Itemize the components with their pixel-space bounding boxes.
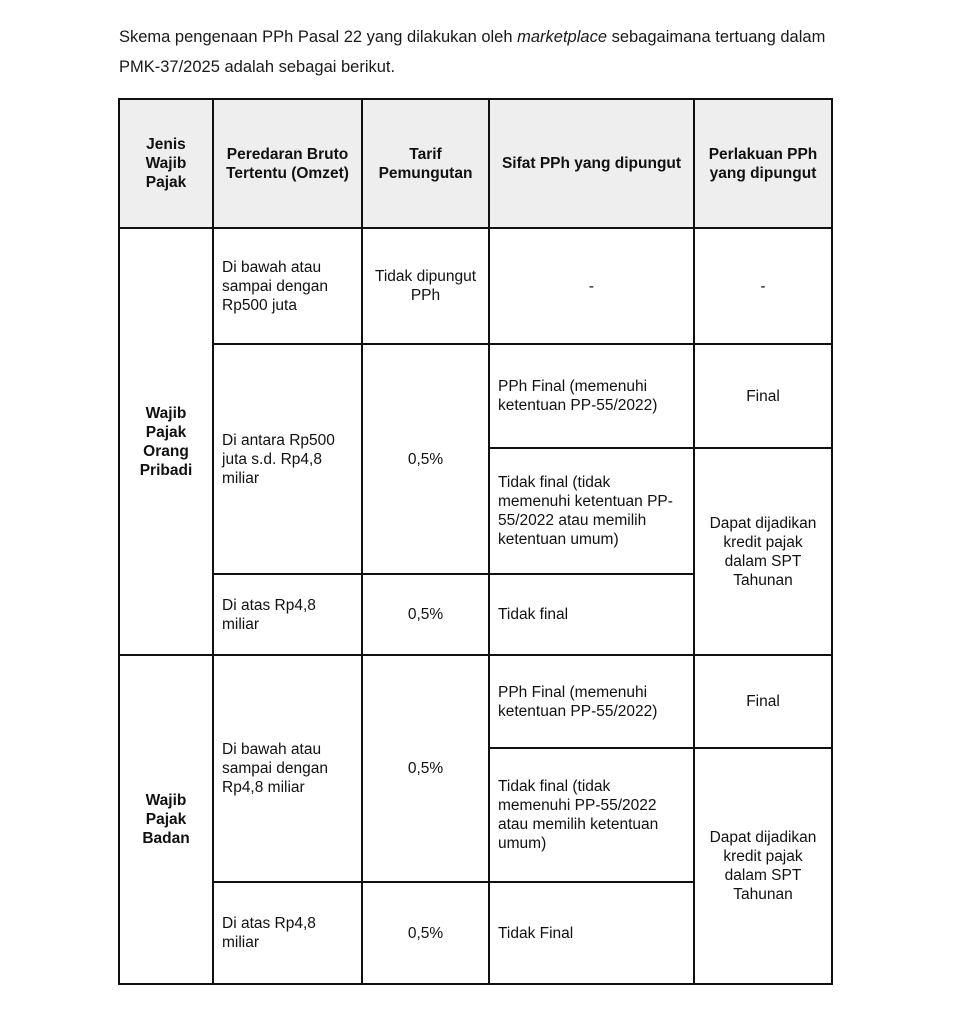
badan-r2-peredaran: Di atas Rp4,8 miliar (213, 882, 362, 984)
jenis-badan: Wajib Pajak Badan (119, 655, 213, 984)
badan-r1-peredaran: Di bawah atau sampai dengan Rp4,8 miliar (213, 655, 362, 882)
table-header-row (119, 99, 832, 228)
op-r1-perlakuan: - (694, 228, 832, 344)
intro-text-2: sebagaimana tertuang dalam PMK-37/2025 adalah sebagai berikut. (119, 28, 826, 76)
header-perlakuan: Perlakuan PPh yang dipungut (694, 99, 832, 228)
header-sifat: Sifat PPh yang dipungut (489, 99, 694, 228)
op-perlakuan-kredit: Dapat dijadikan kredit pajak dalam SPT Tahunan (694, 448, 832, 655)
jenis-orang-pribadi: Wajib Pajak Orang Pribadi (119, 228, 213, 655)
pph-scheme-table (118, 98, 833, 985)
table-row (119, 655, 832, 748)
op-r2-sifat-final: PPh Final (memenuhi ketentuan PP-55/2022) (489, 344, 694, 448)
badan-perlakuan-kredit: Dapat dijadikan kredit pajak dalam SPT Tahunan (694, 748, 832, 984)
header-peredaran: Peredaran Bruto Tertentu (Omzet) (213, 99, 362, 228)
op-r2-sifat-tidak-final: Tidak final (tidak memenuhi ketentuan PP-55/2022 atau memilih ketentuan umum) (489, 448, 694, 574)
header-jenis: Jenis Wajib Pajak (119, 99, 213, 228)
badan-r2-sifat: Tidak Final (489, 882, 694, 984)
badan-r1-perlakuan-final: Final (694, 655, 832, 748)
op-r1-tarif: Tidak dipungut PPh (362, 228, 489, 344)
op-r1-sifat: - (489, 228, 694, 344)
badan-r1-tarif: 0,5% (362, 655, 489, 882)
table-row (119, 344, 832, 448)
header-tarif: Tarif Pemungutan (362, 99, 489, 228)
badan-r2-tarif: 0,5% (362, 882, 489, 984)
cropped-previous-line (118, 0, 838, 8)
intro-italic-term: marketplace (517, 28, 607, 46)
op-r3-tarif: 0,5% (362, 574, 489, 655)
intro-paragraph (119, 22, 854, 82)
op-r2-tarif: 0,5% (362, 344, 489, 574)
op-r3-sifat: Tidak final (489, 574, 694, 655)
badan-r1-sifat-final: PPh Final (memenuhi ketentuan PP-55/2022) (489, 655, 694, 748)
op-r2-peredaran: Di antara Rp500 juta s.d. Rp4,8 miliar (213, 344, 362, 574)
badan-r1-sifat-tidak-final: Tidak final (tidak memenuhi PP-55/2022 atau memilih ketentuan umum) (489, 748, 694, 882)
op-r1-peredaran: Di bawah atau sampai dengan Rp500 juta (213, 228, 362, 344)
op-r3-peredaran: Di atas Rp4,8 miliar (213, 574, 362, 655)
intro-text-1: Skema pengenaan PPh Pasal 22 yang dilakukan oleh (119, 28, 518, 46)
op-r2-perlakuan-final: Final (694, 344, 832, 448)
table-row (119, 228, 832, 344)
